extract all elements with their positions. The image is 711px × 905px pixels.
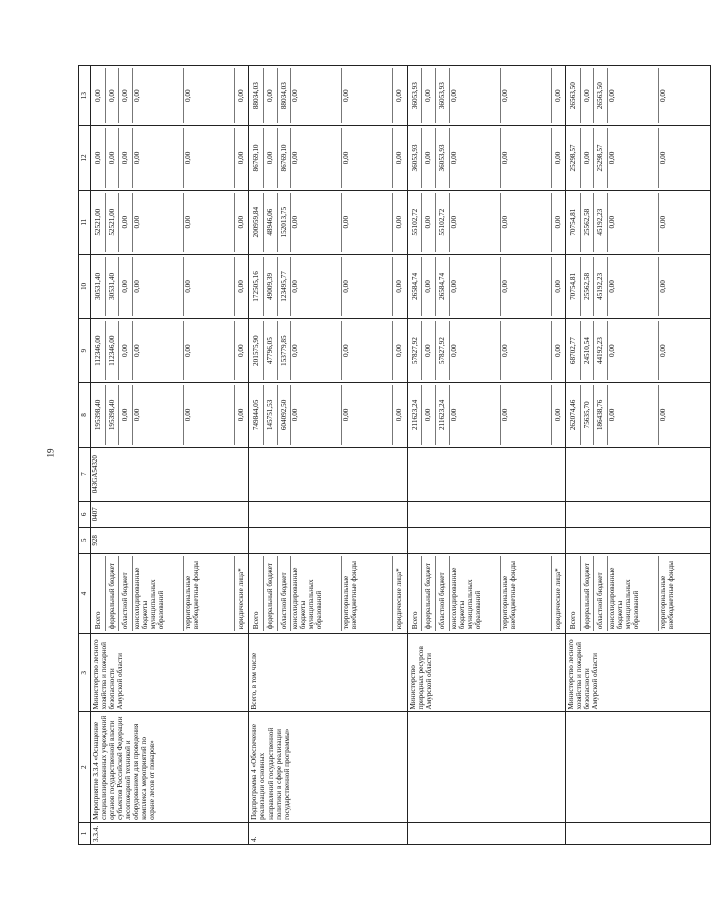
funding-value: 0,00 xyxy=(264,128,278,187)
year-value-cell xyxy=(566,254,711,318)
header-cell: 8 xyxy=(79,383,91,447)
rotated-table-container xyxy=(78,65,675,845)
year-value-cell xyxy=(566,190,711,254)
funding-sources-cell xyxy=(249,553,407,633)
year-value-cell xyxy=(566,383,711,447)
funding-value: 70754,81 xyxy=(567,257,581,316)
funding-source: территориальные внебюджетные фонды xyxy=(184,556,235,631)
funding-value: 86769,10 xyxy=(278,128,292,187)
budget-table xyxy=(78,65,711,845)
funding-value: 0,00 xyxy=(450,257,501,316)
funding-value: 26563,50 xyxy=(567,68,581,123)
funding-source: Всего xyxy=(250,556,264,631)
table-row xyxy=(566,66,711,845)
funding-value: 0,00 xyxy=(608,385,659,444)
funding-value: 0,00 xyxy=(395,89,404,102)
funding-value: 57827,92 xyxy=(436,321,450,380)
funding-value: 0,00 xyxy=(184,128,235,187)
funding-source: юридические лица* xyxy=(236,568,245,630)
year-value-cell xyxy=(91,383,249,447)
funding-source: юридические лица* xyxy=(395,568,404,630)
funding-value: 88034,03 xyxy=(278,68,292,123)
funding-value: 200959,84 xyxy=(250,193,264,252)
funding-source: консолидированные бюджеты муниципальных образований xyxy=(450,556,501,631)
year-value-cell xyxy=(249,190,407,254)
funding-value: 0,00 xyxy=(422,128,436,187)
funding-source: федеральный бюджет xyxy=(106,556,120,631)
funding-source: Всего xyxy=(567,556,581,631)
funding-value: 0,00 xyxy=(291,193,342,252)
year-value-cell xyxy=(91,319,249,383)
funding-value: 0,00 xyxy=(553,408,562,422)
funding-value: 0,00 xyxy=(119,128,133,187)
executor-cell: Министерство природных ресурсов Амурской области xyxy=(407,634,565,712)
funding-value: 0,00 xyxy=(342,68,393,123)
funding-value: 0,00 xyxy=(291,321,342,380)
year-value-cell xyxy=(91,190,249,254)
funding-value: 49009,39 xyxy=(264,257,278,316)
funding-value: 0,00 xyxy=(450,128,501,187)
funding-value: 0,00 xyxy=(501,257,552,316)
budget-code-cell xyxy=(407,447,565,501)
funding-value: 211623,24 xyxy=(409,385,423,444)
funding-value: 0,00 xyxy=(92,68,106,123)
funding-value: 0,00 xyxy=(119,385,133,444)
funding-value: 0,00 xyxy=(608,257,659,316)
year-value-cell xyxy=(407,383,565,447)
funding-value: 25562,58 xyxy=(581,257,595,316)
header-cell: 13 xyxy=(79,66,91,126)
funding-value: 68702,77 xyxy=(567,321,581,380)
funding-source: федеральный бюджет xyxy=(422,556,436,631)
funding-value: 0,00 xyxy=(553,151,562,165)
funding-value: 36053,93 xyxy=(436,68,450,123)
budget-code-cell xyxy=(249,501,407,527)
funding-value: 0,00 xyxy=(236,151,245,165)
funding-value: 0,00 xyxy=(422,257,436,316)
funding-value: 0,00 xyxy=(236,344,245,357)
funding-value: 0,00 xyxy=(553,215,562,229)
event-name-cell: Мероприятие 3.3.4 «Оснащение специализированных учреждений органов государственной власти субъектов Российской Федерации лесопожарной техникой и оборудованием для проведения комплекса мероприятий по охране лесов от пожаров» xyxy=(91,712,249,822)
funding-value: 0,00 xyxy=(291,128,342,187)
funding-sources-cell xyxy=(566,553,711,633)
budget-code-cell xyxy=(249,447,407,501)
row-number-cell: 4. xyxy=(249,822,407,844)
funding-value: 0,00 xyxy=(342,321,393,380)
funding-value: 0,00 xyxy=(450,321,501,380)
funding-value: 0,00 xyxy=(342,193,393,252)
funding-value: 0,00 xyxy=(119,321,133,380)
header-row xyxy=(79,66,91,845)
event-name-cell xyxy=(566,712,711,822)
funding-value: 0,00 xyxy=(119,257,133,316)
event-name-cell xyxy=(407,712,565,822)
funding-value: 0,00 xyxy=(133,68,184,123)
header-cell: 2 xyxy=(79,712,91,822)
funding-value: 112346,00 xyxy=(106,321,120,380)
funding-value: 211623,24 xyxy=(436,385,450,444)
funding-value: 25562,58 xyxy=(581,193,595,252)
funding-value: 57827,92 xyxy=(409,321,423,380)
year-value-cell xyxy=(91,254,249,318)
funding-value: 186438,76 xyxy=(594,385,608,444)
budget-code-cell xyxy=(566,447,711,501)
year-value-cell xyxy=(566,126,711,190)
funding-source: Всего xyxy=(92,556,106,631)
budget-code-cell xyxy=(566,527,711,553)
year-value-cell xyxy=(249,383,407,447)
budget-code-cell: 0407 xyxy=(91,501,249,527)
funding-value: 36053,93 xyxy=(436,128,450,187)
funding-value: 30531,40 xyxy=(92,257,106,316)
header-cell: 11 xyxy=(79,190,91,254)
funding-value: 0,00 xyxy=(395,408,404,422)
funding-value: 0,00 xyxy=(291,68,342,123)
funding-value: 0,00 xyxy=(106,128,120,187)
funding-value: 0,00 xyxy=(422,385,436,444)
funding-value: 0,00 xyxy=(236,408,245,422)
funding-value: 172505,16 xyxy=(250,257,264,316)
budget-code-cell: 928 xyxy=(91,527,249,553)
funding-value: 0,00 xyxy=(658,408,667,422)
funding-value: 0,00 xyxy=(553,89,562,102)
executor-cell: Министерство лесного хозяйства и пожарной безопасности Амурской области xyxy=(566,634,711,712)
header-cell: 7 xyxy=(79,447,91,501)
funding-value: 0,00 xyxy=(119,68,133,123)
funding-value: 0,00 xyxy=(133,257,184,316)
funding-value: 0,00 xyxy=(501,68,552,123)
funding-value: 0,00 xyxy=(291,257,342,316)
header-cell: 6 xyxy=(79,501,91,527)
funding-value: 25298,57 xyxy=(567,128,581,187)
funding-value: 0,00 xyxy=(501,385,552,444)
funding-value: 0,00 xyxy=(658,215,667,229)
funding-value: 0,00 xyxy=(450,68,501,123)
funding-value: 0,00 xyxy=(658,151,667,165)
funding-source: федеральный бюджет xyxy=(581,556,595,631)
row-number-cell xyxy=(407,822,565,844)
funding-source: федеральный бюджет xyxy=(264,556,278,631)
year-value-cell xyxy=(407,254,565,318)
year-value-cell xyxy=(407,190,565,254)
table-row xyxy=(249,66,407,845)
funding-value: 0,00 xyxy=(422,193,436,252)
funding-source: областной бюджет xyxy=(594,556,608,631)
funding-value: 26584,74 xyxy=(409,257,423,316)
year-value-cell xyxy=(249,254,407,318)
funding-value: 0,00 xyxy=(395,215,404,229)
funding-value: 0,00 xyxy=(184,68,235,123)
row-number-cell: 3.3.4. xyxy=(91,822,249,844)
funding-value: 75635,70 xyxy=(581,385,595,444)
funding-source: областной бюджет xyxy=(436,556,450,631)
funding-value: 0,00 xyxy=(422,321,436,380)
funding-value: 0,00 xyxy=(119,193,133,252)
year-value-cell xyxy=(407,319,565,383)
year-value-cell xyxy=(91,126,249,190)
funding-value: 55102,72 xyxy=(409,193,423,252)
funding-value: 52521,00 xyxy=(92,193,106,252)
funding-value: 195398,40 xyxy=(92,385,106,444)
funding-value: 0,00 xyxy=(395,151,404,165)
funding-value: 112346,00 xyxy=(92,321,106,380)
funding-source: Всего xyxy=(409,556,423,631)
funding-value: 0,00 xyxy=(342,385,393,444)
year-value-cell xyxy=(566,66,711,126)
funding-value: 45192,23 xyxy=(594,193,608,252)
funding-value: 30531,40 xyxy=(106,257,120,316)
funding-value: 25298,57 xyxy=(594,128,608,187)
funding-value: 0,00 xyxy=(106,68,120,123)
funding-value: 0,00 xyxy=(450,385,501,444)
funding-value: 0,00 xyxy=(291,385,342,444)
table-row xyxy=(91,66,249,845)
funding-value: 0,00 xyxy=(184,385,235,444)
budget-code-cell xyxy=(407,527,565,553)
funding-sources-cell xyxy=(407,553,565,633)
funding-value: 0,00 xyxy=(422,68,436,123)
funding-value: 0,00 xyxy=(658,344,667,357)
header-cell: 12 xyxy=(79,126,91,190)
table-row xyxy=(407,66,565,845)
funding-value: 86769,10 xyxy=(250,128,264,187)
funding-value: 48946,06 xyxy=(264,193,278,252)
header-cell: 1 xyxy=(79,822,91,844)
funding-source: областной бюджет xyxy=(119,556,133,631)
funding-value: 0,00 xyxy=(608,193,659,252)
funding-value: 0,00 xyxy=(395,344,404,357)
funding-value: 195398,40 xyxy=(106,385,120,444)
funding-value: 0,00 xyxy=(658,280,667,293)
funding-value: 0,00 xyxy=(501,321,552,380)
funding-value: 0,00 xyxy=(133,321,184,380)
header-cell: 5 xyxy=(79,527,91,553)
funding-source: консолидированные бюджеты муниципальных образований xyxy=(608,556,659,631)
funding-value: 0,00 xyxy=(395,280,404,293)
funding-source: территориальные внебюджетные фонды xyxy=(501,556,552,631)
header-cell: 4 xyxy=(79,553,91,633)
funding-source: консолидированные бюджеты муниципальных образований xyxy=(291,556,342,631)
funding-value: 55102,72 xyxy=(436,193,450,252)
funding-value: 0,00 xyxy=(92,128,106,187)
funding-value: 0,00 xyxy=(553,280,562,293)
funding-value: 36053,93 xyxy=(409,128,423,187)
funding-sources-cell xyxy=(91,553,249,633)
funding-value: 153779,85 xyxy=(278,321,292,380)
funding-value: 123495,77 xyxy=(278,257,292,316)
funding-value: 0,00 xyxy=(608,68,659,123)
year-value-cell xyxy=(249,319,407,383)
funding-value: 0,00 xyxy=(133,193,184,252)
funding-value: 0,00 xyxy=(236,280,245,293)
header-cell: 10 xyxy=(79,254,91,318)
funding-value: 45192,23 xyxy=(594,257,608,316)
funding-value: 0,00 xyxy=(342,128,393,187)
funding-value: 604092,50 xyxy=(278,385,292,444)
funding-value: 0,00 xyxy=(236,89,245,102)
header-cell: 9 xyxy=(79,319,91,383)
funding-value: 70754,81 xyxy=(567,193,581,252)
funding-source: юридические лица* xyxy=(553,568,562,630)
year-value-cell xyxy=(407,66,565,126)
year-value-cell xyxy=(91,66,249,126)
funding-value: 0,00 xyxy=(184,321,235,380)
funding-source: консолидированные бюджеты муниципальных образований xyxy=(133,556,184,631)
funding-value: 0,00 xyxy=(184,193,235,252)
funding-value: 152013,75 xyxy=(278,193,292,252)
funding-value: 0,00 xyxy=(501,193,552,252)
funding-value: 88034,03 xyxy=(250,68,264,123)
year-value-cell xyxy=(249,126,407,190)
funding-value: 0,00 xyxy=(236,215,245,229)
row-number-cell xyxy=(566,822,711,844)
funding-value: 0,00 xyxy=(658,89,667,102)
funding-value: 262074,46 xyxy=(567,385,581,444)
funding-value: 0,00 xyxy=(133,385,184,444)
funding-value: 0,00 xyxy=(501,128,552,187)
funding-value: 0,00 xyxy=(184,257,235,316)
funding-value: 24510,54 xyxy=(581,321,595,380)
year-value-cell xyxy=(407,126,565,190)
funding-value: 44192,23 xyxy=(594,321,608,380)
funding-value: 0,00 xyxy=(133,128,184,187)
page-number: 19 xyxy=(45,448,56,458)
budget-code-cell xyxy=(249,527,407,553)
executor-cell: Министерство лесного хозяйства и пожарной безопасности Амурской области xyxy=(91,634,249,712)
year-value-cell xyxy=(566,319,711,383)
funding-value: 0,00 xyxy=(608,128,659,187)
funding-value: 201575,90 xyxy=(250,321,264,380)
funding-value: 0,00 xyxy=(581,128,595,187)
funding-value: 47796,05 xyxy=(264,321,278,380)
funding-value: 145751,53 xyxy=(264,385,278,444)
funding-value: 0,00 xyxy=(264,68,278,123)
funding-value: 26563,50 xyxy=(594,68,608,123)
funding-value: 0,00 xyxy=(608,321,659,380)
funding-value: 0,00 xyxy=(553,344,562,357)
header-cell: 3 xyxy=(79,634,91,712)
funding-value: 0,00 xyxy=(342,257,393,316)
funding-value: 26584,74 xyxy=(436,257,450,316)
funding-source: территориальные внебюджетные фонды xyxy=(342,556,393,631)
budget-code-cell xyxy=(566,501,711,527)
funding-value: 36053,93 xyxy=(409,68,423,123)
funding-value: 52521,00 xyxy=(106,193,120,252)
funding-source: территориальные внебюджетные фонды xyxy=(658,561,675,630)
year-value-cell xyxy=(249,66,407,126)
budget-code-cell xyxy=(407,501,565,527)
funding-value: 0,00 xyxy=(450,193,501,252)
event-name-cell: Подпрограмма 4 «Обеспечение реализации основных направлений государственной политики в сфере реализации государственной программы» xyxy=(249,712,407,822)
executor-cell: Всего, в том числе xyxy=(249,634,407,712)
funding-source: областной бюджет xyxy=(278,556,292,631)
budget-code-cell: 043GA54320 xyxy=(91,447,249,501)
funding-value: 0,00 xyxy=(581,68,595,123)
funding-value: 749844,05 xyxy=(250,385,264,444)
